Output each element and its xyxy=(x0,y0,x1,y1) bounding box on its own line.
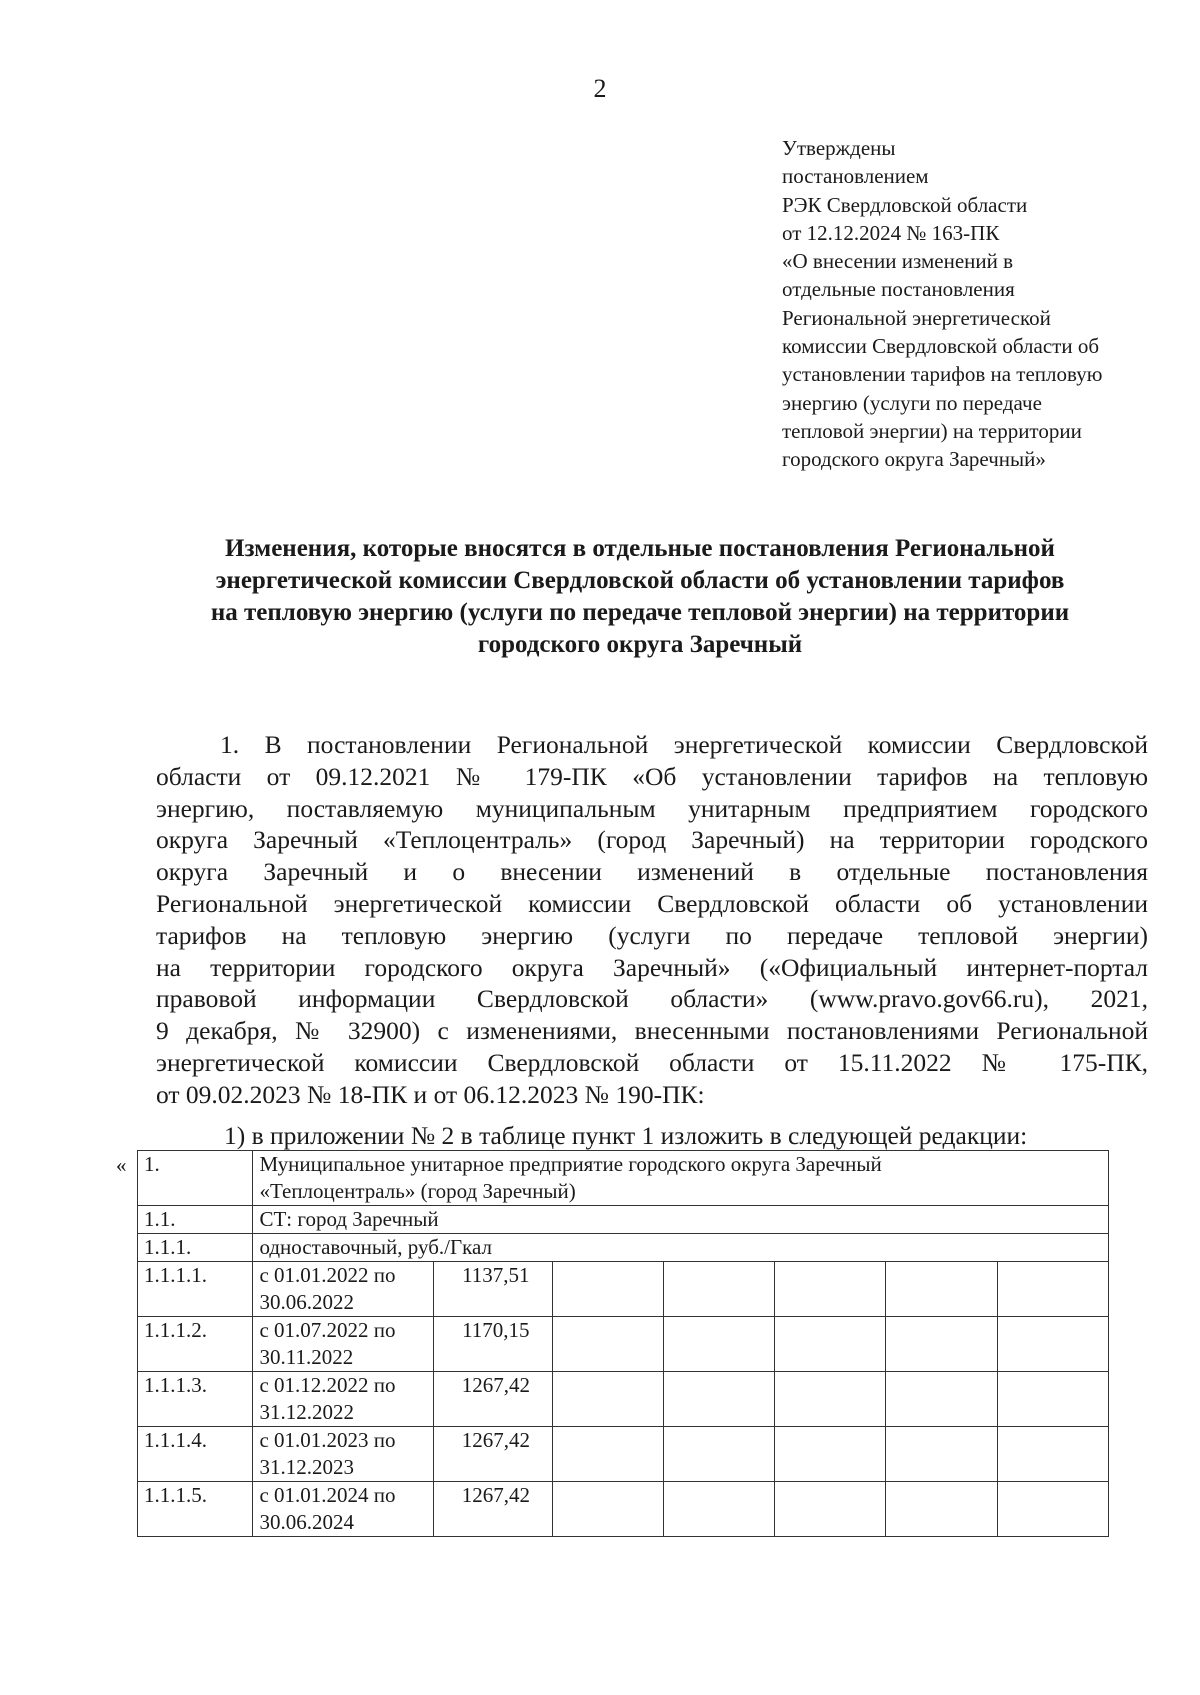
approval-line: «О внесении изменений в xyxy=(782,249,1014,274)
empty-cell xyxy=(663,1317,774,1372)
organization-line: «Теплоцентраль» (город Заречный) xyxy=(259,1179,576,1203)
opening-quote: « xyxy=(116,1153,127,1177)
row-number: 1.1. xyxy=(138,1206,253,1234)
empty-cell xyxy=(775,1427,886,1482)
empty-cell xyxy=(997,1427,1108,1482)
table-row xyxy=(138,1482,1109,1537)
approval-line: тепловой энергии) на территории xyxy=(782,418,1082,443)
period-cell: с 01.12.2022 по 31.12.2022 xyxy=(253,1372,434,1427)
title-line: энергетической комиссии Свердловской области об установлении тарифов xyxy=(215,567,1065,594)
empty-cell xyxy=(663,1262,774,1317)
empty-cell xyxy=(775,1372,886,1427)
document-title xyxy=(140,533,1140,661)
empty-cell xyxy=(886,1262,997,1317)
table-row xyxy=(138,1262,1109,1317)
paragraph-line: области от 09.12.2021 № 179-ПК «Об установлении тарифов на тепловую xyxy=(156,761,1148,791)
title-line: городского округа Заречный xyxy=(477,631,803,658)
row-number: 1.1.1.5. xyxy=(138,1482,253,1537)
approval-line: установлении тарифов на тепловую xyxy=(782,362,1103,387)
row-number: 1.1.1.1. xyxy=(138,1262,253,1317)
page-number: 2 xyxy=(593,74,607,103)
approval-line: Утверждены xyxy=(782,136,896,160)
empty-cell xyxy=(997,1317,1108,1372)
approval-line: постановлением xyxy=(782,164,929,189)
table-row xyxy=(138,1372,1109,1427)
empty-cell xyxy=(663,1482,774,1537)
empty-cell xyxy=(775,1317,886,1372)
approval-line: РЭК Свердловской области xyxy=(782,192,1028,217)
empty-cell xyxy=(775,1482,886,1537)
approval-block xyxy=(782,134,1182,474)
system-cell: СТ: город Заречный xyxy=(253,1206,1109,1234)
approval-line: энергию (услуги по передаче xyxy=(782,390,1042,415)
empty-cell xyxy=(886,1372,997,1427)
row-number: 1. xyxy=(138,1151,253,1206)
table-row xyxy=(138,1234,1109,1262)
row-number: 1.1.1.4. xyxy=(138,1427,253,1482)
empty-cell xyxy=(775,1262,886,1317)
period-cell: с 01.07.2022 по 30.11.2022 xyxy=(253,1317,434,1372)
empty-cell xyxy=(886,1482,997,1537)
empty-cell xyxy=(997,1372,1108,1427)
title-line: Изменения, которые вносятся в отдельные постановления Региональной xyxy=(225,535,1055,562)
approval-line: отдельные постановления xyxy=(782,277,1015,302)
empty-cell xyxy=(997,1482,1108,1537)
empty-cell xyxy=(886,1427,997,1482)
empty-cell xyxy=(552,1317,663,1372)
table-row xyxy=(138,1317,1109,1372)
title-line: на тепловую энергию (услуги по передаче тепловой энергии) на территории xyxy=(210,599,1070,626)
approval-line: комиссии Свердловской области об xyxy=(782,334,1100,359)
empty-cell xyxy=(552,1262,663,1317)
main-paragraph xyxy=(156,729,1148,1111)
rate-cell: одноставочный, руб./Гкал xyxy=(253,1234,1109,1262)
paragraph-line: 9 декабря, № 32900) с изменениями, внесенными постановлениями Региональной xyxy=(156,1016,1148,1046)
tariff-value: 1267,42 xyxy=(434,1372,553,1427)
empty-cell xyxy=(663,1372,774,1427)
tariff-value: 1137,51 xyxy=(434,1262,553,1317)
period-cell: с 01.01.2023 по 31.12.2023 xyxy=(253,1427,434,1482)
period-cell: с 01.01.2022 по 30.06.2022 xyxy=(253,1262,434,1317)
tariff-table xyxy=(137,1150,1109,1537)
approval-line: Региональной энергетической xyxy=(782,305,1051,330)
tariff-value: 1267,42 xyxy=(434,1482,553,1537)
table-row xyxy=(138,1206,1109,1234)
paragraph-line: от 09.02.2023 № 18-ПК и от 06.12.2023 № 190-ПК: xyxy=(156,1079,705,1109)
empty-cell xyxy=(552,1482,663,1537)
table-row xyxy=(138,1151,1109,1206)
row-number: 1.1.1.2. xyxy=(138,1317,253,1372)
empty-cell xyxy=(663,1427,774,1482)
paragraph-line: энергию, поставляемую муниципальным унитарным предприятием городского xyxy=(156,793,1148,823)
paragraph-line: 1. В постановлении Региональной энергетической комиссии Свердловской xyxy=(220,730,1148,759)
tariff-value: 1267,42 xyxy=(434,1427,553,1482)
paragraph-line: на территории городского округа Заречный» («Официальный интернет-портал xyxy=(156,952,1148,982)
table-row xyxy=(138,1427,1109,1482)
organization-line: Муниципальное унитарное предприятие городского округа Заречный xyxy=(259,1152,882,1176)
paragraph-line: энергетической комиссии Свердловской области от 15.11.2022 № 175-ПК, xyxy=(156,1047,1148,1077)
approval-line: городского округа Заречный» xyxy=(782,447,1046,472)
empty-cell xyxy=(886,1317,997,1372)
organization-cell xyxy=(253,1151,1109,1206)
subpoint-text: 1) в приложении № 2 в таблице пункт 1 изложить в следующей редакции: xyxy=(224,1121,1028,1150)
paragraph-line: округа Заречный «Теплоцентраль» (город Заречный) на территории городского xyxy=(156,825,1148,855)
empty-cell xyxy=(997,1262,1108,1317)
paragraph-line: правовой информации Свердловской области» (www.pravo.gov66.ru), 2021, xyxy=(156,984,1148,1014)
period-cell: с 01.01.2024 по 30.06.2024 xyxy=(253,1482,434,1537)
approval-line: от 12.12.2024 № 163-ПК xyxy=(782,220,1000,245)
empty-cell xyxy=(552,1427,663,1482)
tariff-value: 1170,15 xyxy=(434,1317,553,1372)
paragraph-line: тарифов на тепловую энергию (услуги по передаче тепловой энергии) xyxy=(156,920,1148,950)
row-number: 1.1.1. xyxy=(138,1234,253,1262)
paragraph-line: округа Заречный и о внесении изменений в отдельные постановления xyxy=(156,857,1148,887)
paragraph-line: Региональной энергетической комиссии Свердловской области об установлении xyxy=(156,888,1148,918)
empty-cell xyxy=(552,1372,663,1427)
row-number: 1.1.1.3. xyxy=(138,1372,253,1427)
